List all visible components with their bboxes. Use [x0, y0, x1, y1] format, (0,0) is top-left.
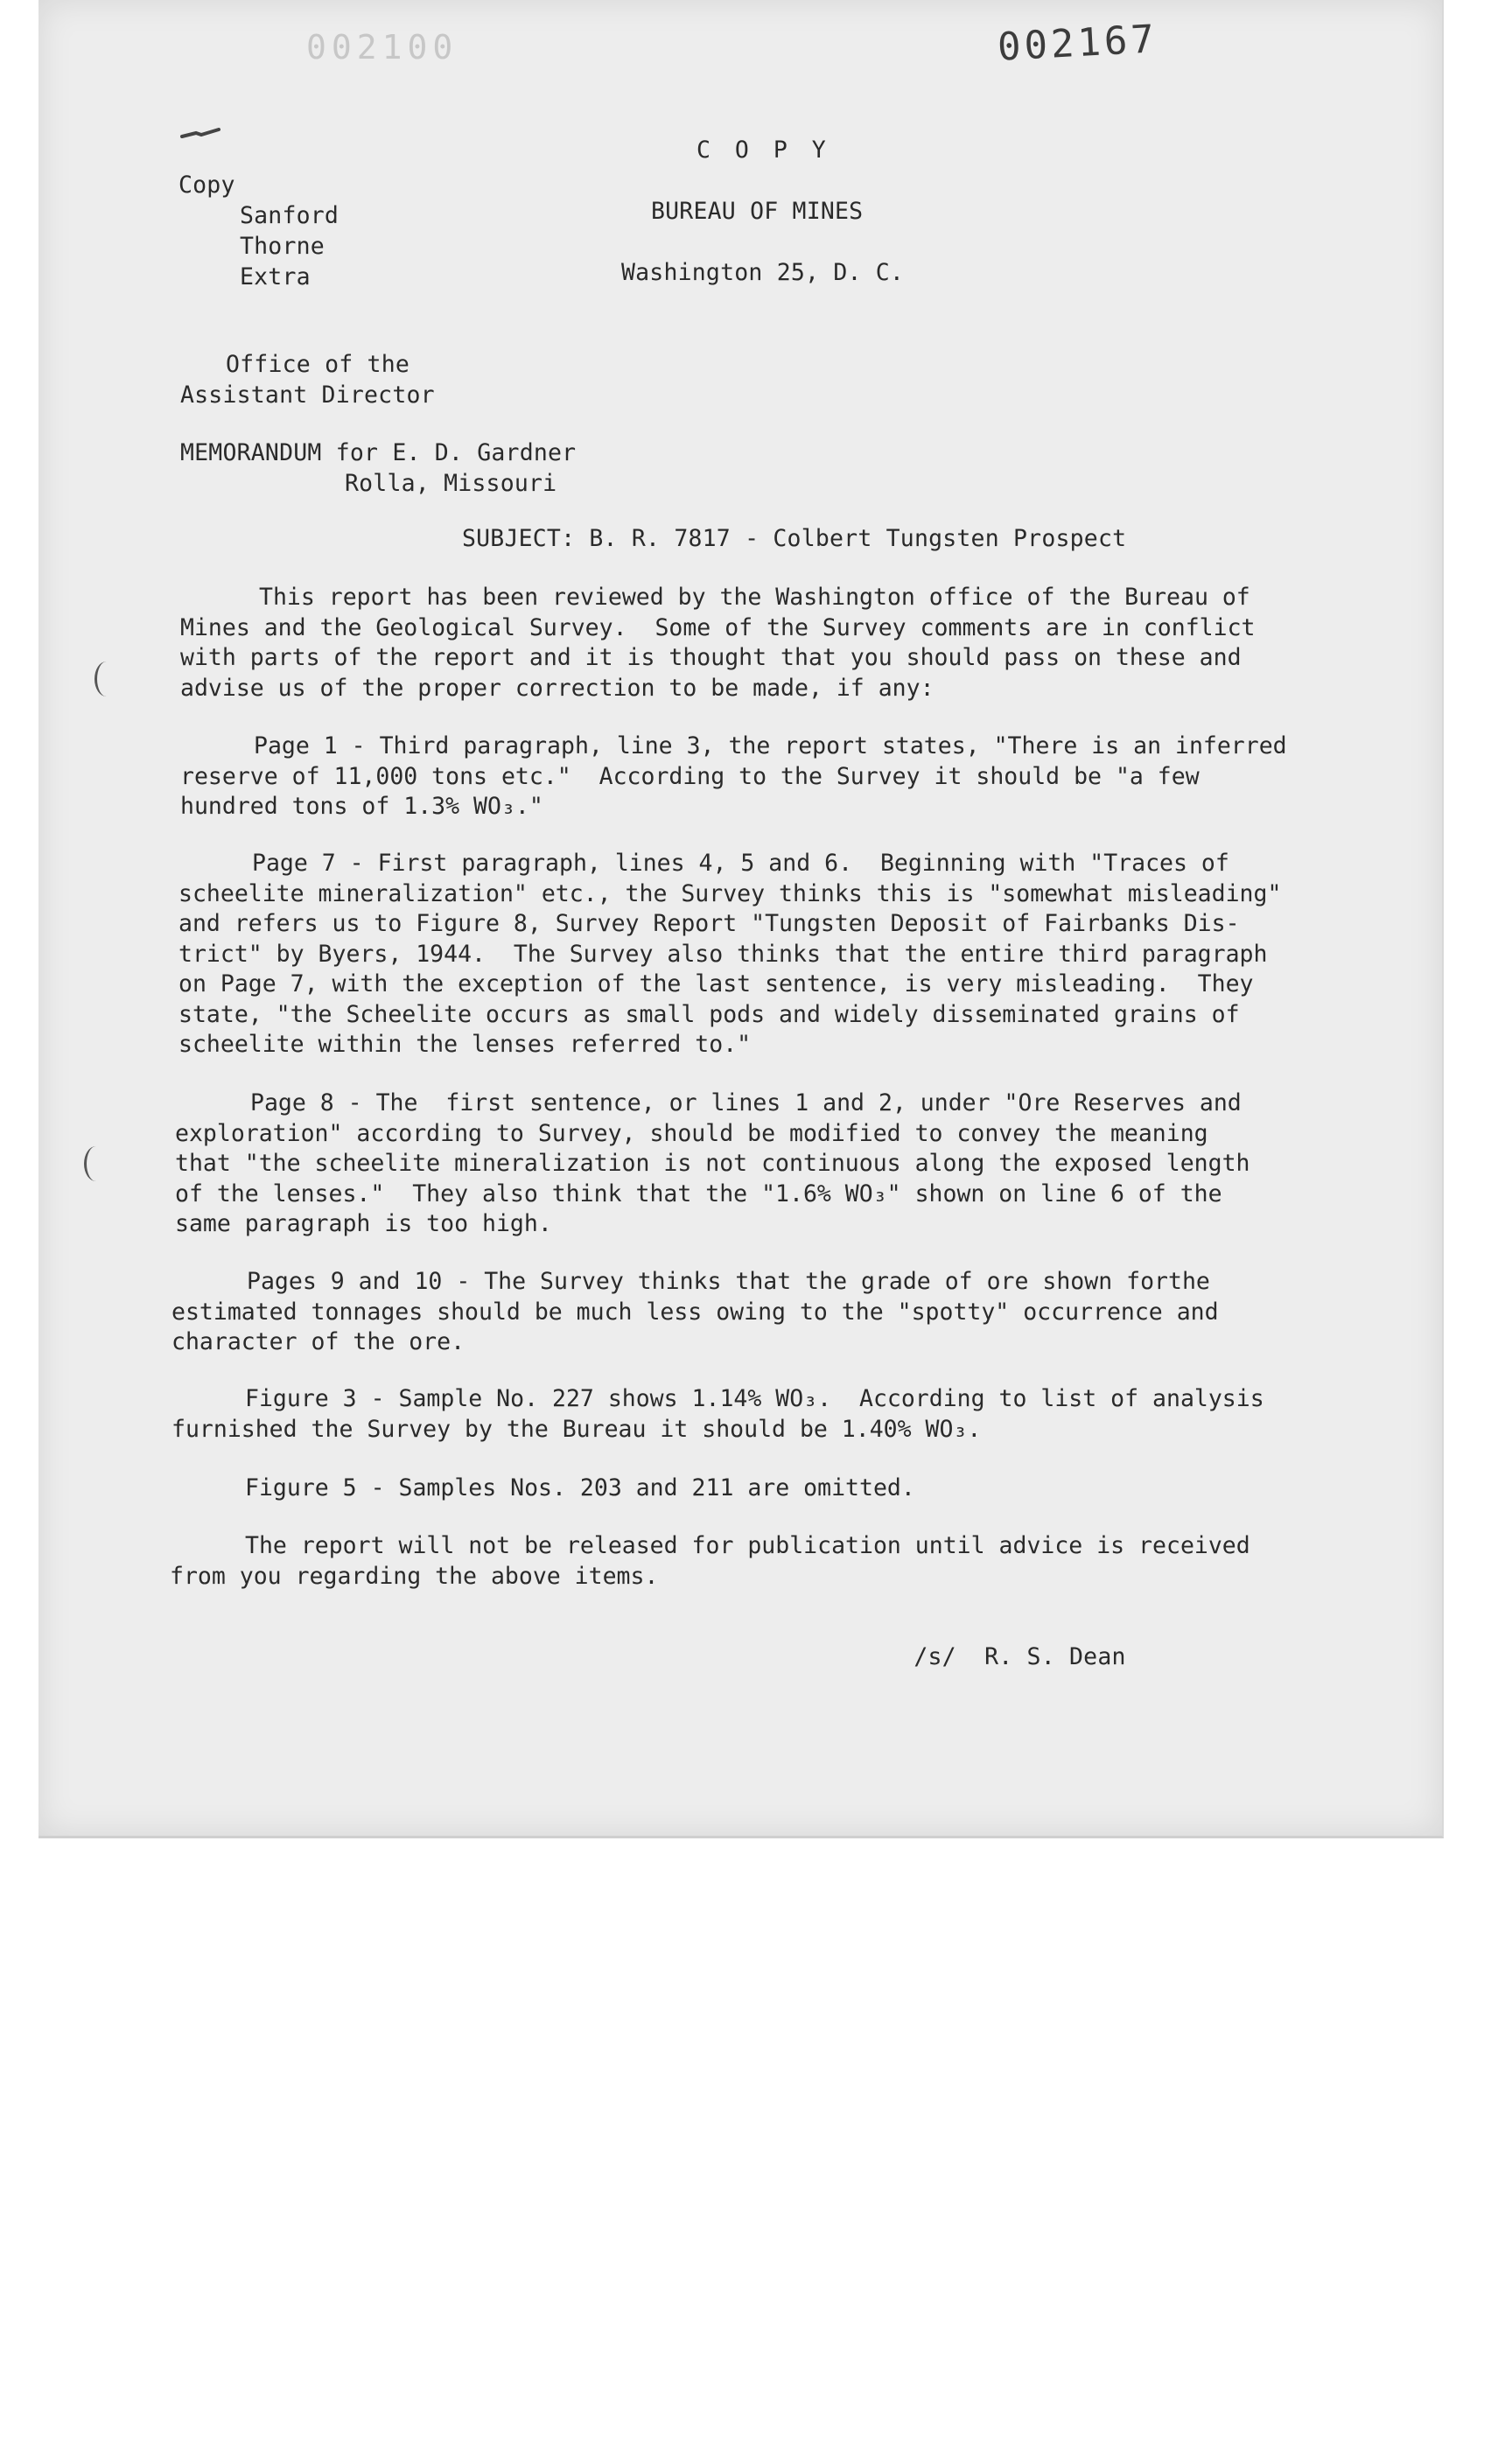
agency-location: Washington 25, D. C. [621, 259, 905, 286]
distribution-thorne: Thorne [240, 233, 325, 260]
punch-hole-icon [94, 662, 118, 696]
body-paragraph: Page 1 - Third paragraph, line 3, the report states, "There is an inferred reserve of 11,000 tons etc." According to the Survey it should be "a few hundred tons of 1.3% WO₃." [180, 732, 1287, 820]
agency-name: BUREAU OF MINES [651, 198, 864, 225]
body-paragraph: Page 7 - First paragraph, lines 4, 5 and 6. Beginning with "Traces of scheelite mineralization" etc., the Survey thinks this is "somewhat misleading" and refers us to Figure 8, Survey Report "Tungsten Deposit of Fairbanks Dis- trict" by Byers, 1944. The Survey also thinks that the entire third paragraph on Page 7, with the exception of the last sentence, is very misleading. They state, "the Scheelite occurs as small pods and widely disseminated grains of scheelite within the lenses referred to." [178, 850, 1282, 1058]
body-paragraph: Figure 3 - Sample No. 227 shows 1.14% WO₃. According to list of analysis furnished the Survey by the Bureau it should be 1.40% WO₃. [172, 1385, 1264, 1443]
copy-heading: C O P Y [696, 136, 831, 164]
signature-name: R. S. Dean [984, 1643, 1126, 1670]
memo-subject: SUBJECT: B. R. 7817 - Colbert Tungsten Prospect [462, 525, 1127, 552]
signature-mark: /s/ [914, 1643, 956, 1670]
body-paragraph: Figure 5 - Samples Nos. 203 and 211 are omitted. [245, 1474, 915, 1502]
body-paragraph: The report will not be released for publication until advice is received from you regarding the above items. [170, 1532, 1250, 1590]
office-line-1: Office of the [226, 351, 410, 378]
signature-block [886, 1615, 1126, 1671]
punch-hole-icon [84, 1146, 108, 1181]
distribution-copy: Copy [178, 172, 235, 199]
memo-recipient: MEMORANDUM for E. D. Gardner [180, 439, 577, 466]
pencil-mark-icon [180, 128, 220, 140]
control-number-stamp: 002167 [996, 17, 1159, 70]
body-paragraph: This report has been reviewed by the Washington office of the Bureau of Mines and the Geological Survey. Some of the Survey comments are in conflict with parts of the report and it is thought that you should pass on these and advise us of the proper correction to be made, if any: [180, 584, 1256, 702]
distribution-sanford: Sanford [240, 202, 340, 229]
body-paragraph: Pages 9 and 10 - The Survey thinks that the grade of ore shown forthe estimated tonnages should be much less owing to the "spotty" occurrence and character of the ore. [172, 1268, 1219, 1355]
body-paragraph: Page 8 - The first sentence, or lines 1 and 2, under "Ore Reserves and exploration" according to Survey, should be modified to convey the meaning that "the scheelite mineralization is not continuous along the exposed length of the lenses." They also think that the "1.6% WO₃" shown on line 6 of the same paragraph is too high. [175, 1089, 1250, 1237]
faded-stamp-number: 002100 [306, 28, 458, 66]
office-line-2: Assistant Director [180, 382, 435, 409]
distribution-extra: Extra [240, 263, 311, 290]
memo-recipient-location: Rolla, Missouri [345, 470, 557, 497]
